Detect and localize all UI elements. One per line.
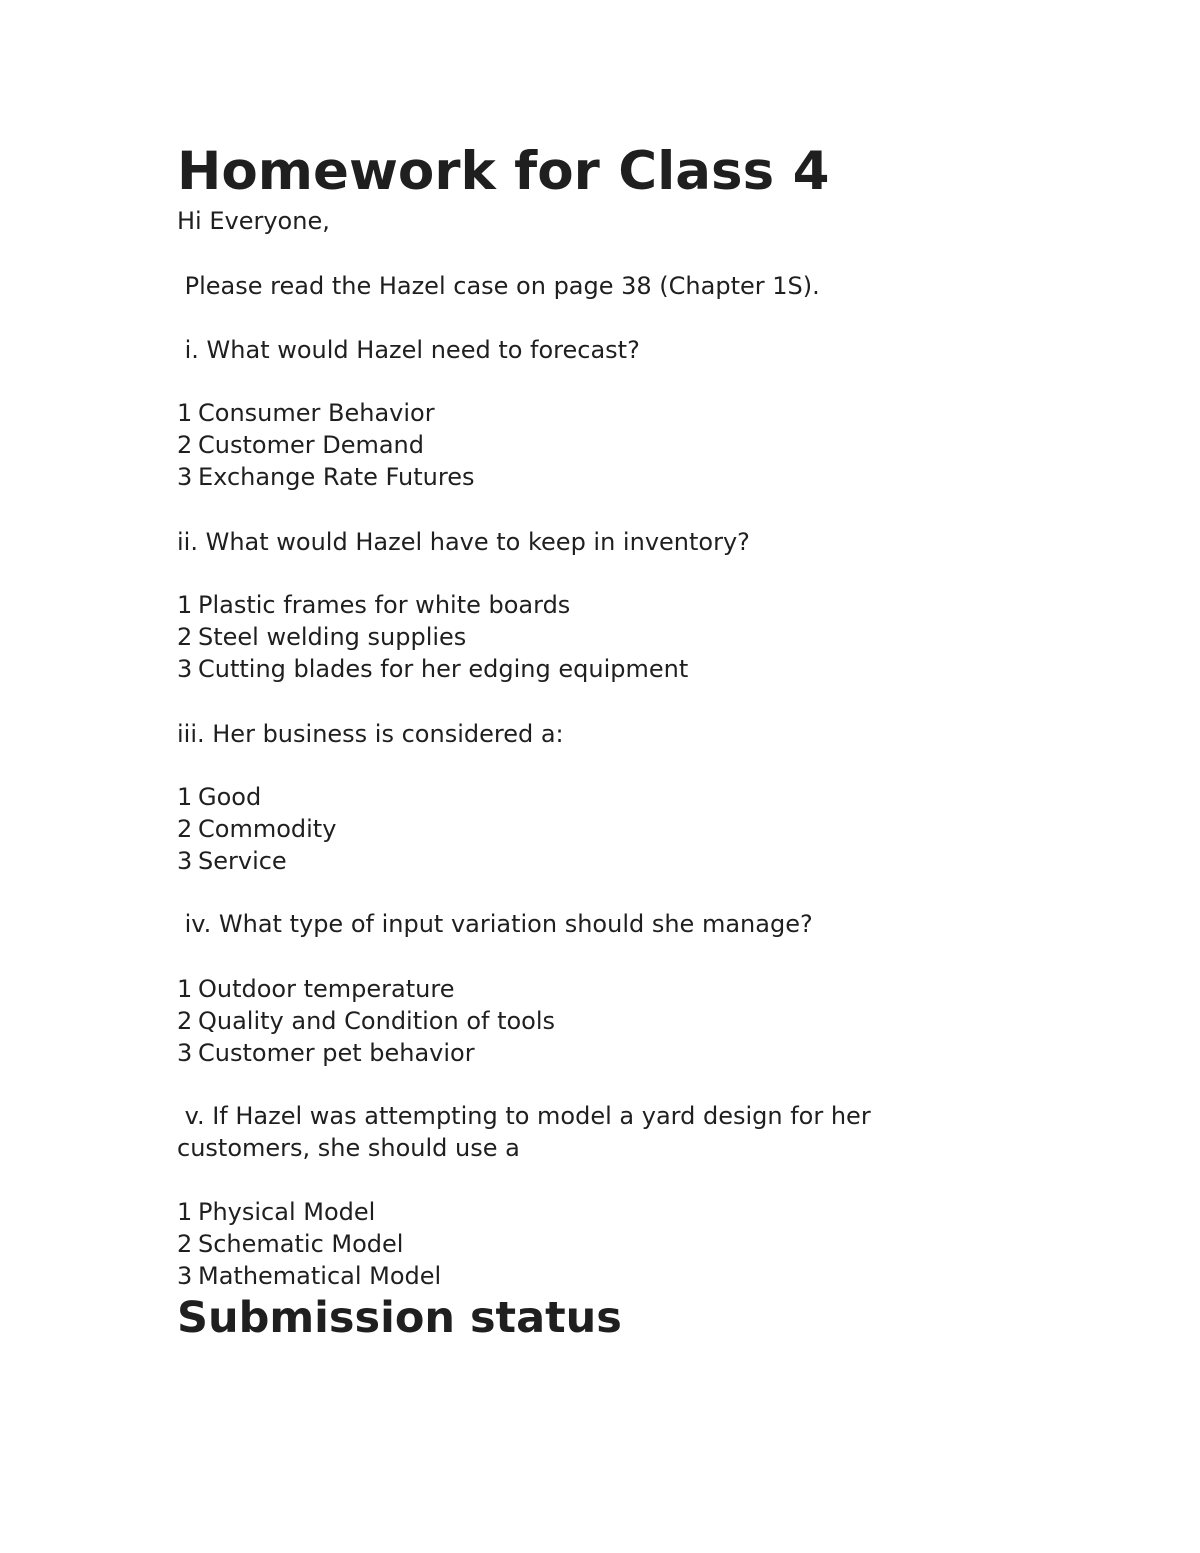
question-prompt: i. What would Hazel need to forecast?: [177, 336, 640, 364]
question-prompt: iii. Her business is considered a:: [177, 720, 564, 748]
answer-option: [177, 397, 435, 429]
answer-option: [177, 653, 688, 685]
option-text: Plastic frames for white boards: [198, 591, 571, 619]
answer-option: [177, 781, 261, 813]
answer-option: [177, 1037, 475, 1069]
answer-option: [177, 1196, 375, 1228]
option-number: 2: [177, 1230, 193, 1258]
answer-option: [177, 845, 287, 877]
option-text: Cutting blades for her edging equipment: [198, 655, 689, 683]
answer-option: [177, 429, 424, 461]
option-text: Consumer Behavior: [198, 399, 435, 427]
answer-option: [177, 589, 570, 621]
option-number: 1: [177, 783, 193, 811]
option-number: 3: [177, 847, 193, 875]
option-number: 1: [177, 591, 193, 619]
option-number: 3: [177, 1039, 193, 1067]
option-number: 2: [177, 815, 193, 843]
option-number: 1: [177, 1198, 193, 1226]
option-number: 2: [177, 623, 193, 651]
option-text: Schematic Model: [198, 1230, 404, 1258]
answer-option: [177, 461, 475, 493]
option-number: 3: [177, 463, 193, 491]
option-text: Steel welding supplies: [198, 623, 467, 651]
option-number: 1: [177, 975, 193, 1003]
answer-option: [177, 621, 466, 653]
question-prompt: iv. What type of input variation should she manage?: [177, 910, 813, 938]
submission-status-heading: Submission status: [177, 1293, 622, 1343]
option-text: Physical Model: [198, 1198, 376, 1226]
option-text: Customer pet behavior: [198, 1039, 475, 1067]
question-prompt-continued: customers, she should use a: [177, 1134, 520, 1162]
answer-option: [177, 1228, 403, 1260]
instruction-text: Please read the Hazel case on page 38 (Chapter 1S).: [177, 272, 820, 300]
question-prompt: ii. What would Hazel have to keep in inventory?: [177, 528, 750, 556]
answer-option: [177, 813, 336, 845]
option-text: Exchange Rate Futures: [198, 463, 475, 491]
option-number: 2: [177, 1007, 193, 1035]
option-number: 1: [177, 399, 193, 427]
option-text: Quality and Condition of tools: [198, 1007, 556, 1035]
greeting-text: Hi Everyone,: [177, 207, 330, 235]
answer-option: [177, 1005, 555, 1037]
option-text: Customer Demand: [198, 431, 424, 459]
option-text: Mathematical Model: [198, 1262, 442, 1290]
option-text: Outdoor temperature: [198, 975, 455, 1003]
answer-option: [177, 973, 454, 1005]
option-number: 2: [177, 431, 193, 459]
question-prompt: v. If Hazel was attempting to model a yard design for her: [177, 1102, 871, 1130]
option-text: Service: [198, 847, 287, 875]
option-text: Good: [198, 783, 262, 811]
option-text: Commodity: [198, 815, 337, 843]
option-number: 3: [177, 1262, 193, 1290]
page-title: Homework for Class 4: [177, 141, 830, 202]
option-number: 3: [177, 655, 193, 683]
